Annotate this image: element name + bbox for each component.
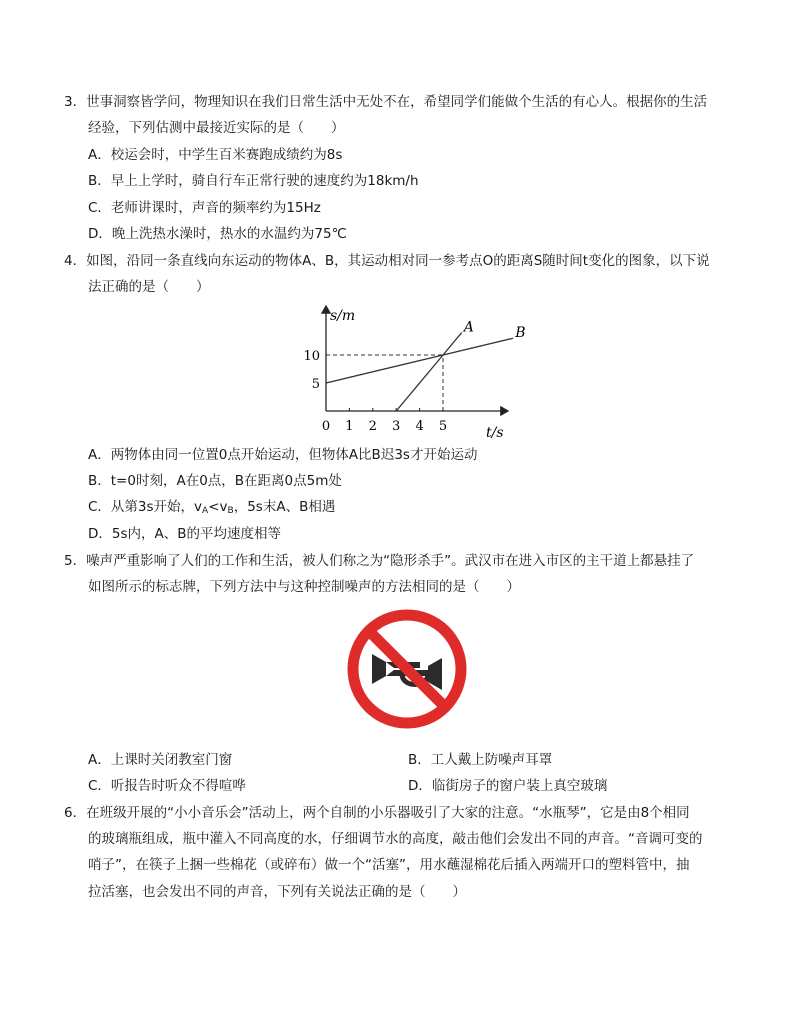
q3-option-b: B．早上上学时，骑自行车正常行驶的速度约为18km/h [88, 173, 419, 189]
q6-stem-line3: 哨子”，在筷子上捆一些棉花（或碎布）做一个“活塞”，用水蘸湿棉花后插入两端开口的塑料管中，抽 [88, 857, 690, 873]
series-label-B: B [515, 325, 526, 342]
q3-option-a: A．校运会时，中学生百米赛跑成绩约为8s [88, 147, 343, 163]
y-tick-label-1: 10 [303, 349, 320, 364]
q3-number: 3． [64, 94, 87, 110]
q5-number: 5． [64, 553, 87, 569]
q5-stem-line2: 如图所示的标志牌，下列方法中与这种控制噪声的方法相同的是（ ） [88, 579, 520, 595]
x-axis-label: t/s [486, 425, 504, 441]
series-label-A: A [463, 319, 474, 336]
x-tick-label-5: 5 [438, 419, 448, 434]
q5-option-b: B．工人戴上防噪声耳罩 [408, 752, 553, 768]
q4-option-a: A．两物体由同一位置0点开始运动，但物体A比B迟3s才开始运动 [88, 447, 478, 463]
no-horn-sign [342, 604, 472, 734]
q5-option-a: A．上课时关闭教室门窗 [88, 752, 233, 768]
x-tick-label-0: 0 [321, 419, 331, 434]
q6-stem-line2: 的玻璃瓶组成，瓶中灌入不同高度的水，仔细调节水的高度，敲击他们会发出不同的声音。“音调可变的 [88, 831, 703, 847]
x-tick-label-3: 3 [392, 419, 401, 434]
q4-option-c: C．从第3s开始，$v_A<v_B$，5s末A、B相遇 [88, 499, 336, 516]
x-tick-label-2: 2 [368, 419, 377, 434]
q4-number: 4． [64, 253, 87, 269]
q3-stem-line1: 3．世事洞察皆学问，物理知识在我们日常生活中无处不在，希望同学们能做个生活的有心人。根据你的生活 [64, 94, 708, 110]
q5-option-d: D．临街房子的窗户装上真空玻璃 [408, 778, 608, 794]
q3-stem-line2: 经验，下列估测中最接近实际的是（ ） [88, 120, 345, 136]
q6-stem-line1: 6．在班级开展的“小小音乐会”活动上，两个自制的小乐器吸引了大家的注意。“水瓶琴”，它是由8个相同 [64, 805, 690, 821]
q3-option-d: D．晚上洗热水澡时，热水的水温约为75℃ [88, 226, 347, 242]
x-tick-label-1: 1 [345, 419, 354, 434]
x-tick-label-4: 4 [415, 419, 424, 434]
q4-option-d: D．5s内，A、B的平均速度相等 [88, 526, 282, 542]
y-tick-label-0: 5 [311, 377, 320, 392]
s-t-graph [300, 300, 526, 450]
q5-option-c: C．听报告时听众不得喧哗 [88, 778, 246, 794]
q4-stem-line1: 4．如图，沿同一条直线向东运动的物体A、B，其运动相对同一参考点O的距离S随时间t变化的图象，以下说 [64, 253, 710, 269]
y-axis-label: s/m [330, 308, 356, 324]
q4-option-b: B．t=0时刻，A在0点，B在距离0点5m处 [88, 473, 342, 489]
q6-number: 6． [64, 805, 87, 821]
q6-stem-line4: 拉活塞，也会发出不同的声音，下列有关说法正确的是（ ） [88, 884, 466, 900]
q3-option-c: C．老师讲课时，声音的频率约为15Hz [88, 200, 321, 216]
series-line-B [326, 338, 513, 383]
q4-stem-line2: 法正确的是（ ） [88, 279, 210, 295]
q5-stem-line1: 5．噪声严重影响了人们的工作和生活，被人们称之为“隐形杀手”。武汉市在进入市区的主干道上都悬挂了 [64, 553, 695, 569]
series-line-A [396, 333, 462, 411]
